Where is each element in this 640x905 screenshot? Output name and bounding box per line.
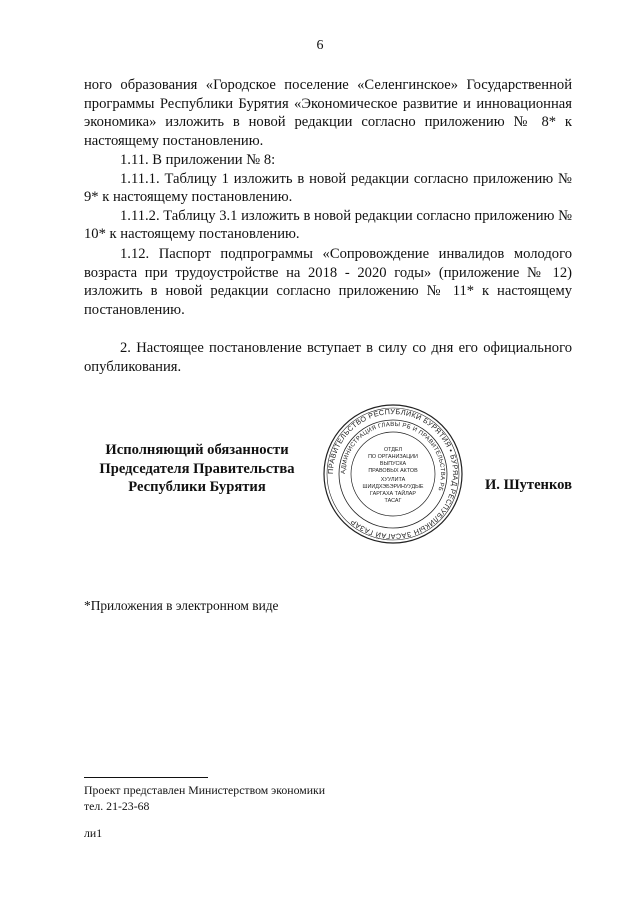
item-2: 2. Настоящее постановление вступает в силу со дня его официального опубликования. — [84, 340, 572, 375]
seal-inner-text-path: АДМИНИСТРАЦИЯ ГЛАВЫ РБ И ПРАВИТЕЛЬСТВА РБ — [340, 421, 446, 492]
seal-center-line-6: ШИИДХЭБЭРИНУУДЫЕ — [362, 484, 424, 490]
section-1-12 — [84, 245, 572, 319]
seal-center-line-7: ГАРГАХА ТАЙЛАР — [370, 491, 416, 497]
footer — [84, 782, 325, 841]
item-1-11-2: 1.11.2. Таблицу 3.1 изложить в новой редакции согласно приложению № 10* к настоящему постановлению. — [84, 207, 572, 243]
appendix-note: *Приложения в электронном виде — [84, 598, 279, 613]
seal-center-line-2: ПО ОРГАНИЗАЦИИ — [368, 454, 418, 460]
seal-center-line-8: ТАСАГ — [384, 498, 402, 504]
seal-center-line-1: ОТДЕЛ — [383, 447, 403, 453]
item-1-12: 1.12. Паспорт подпрограммы «Сопровождение инвалидов молодого возраста при трудоустройстве на 2018 - 2020 годы» (приложение № 12) изложить в новой редакции согласно приложению № 11* к настоящему постановлению. — [84, 246, 572, 318]
seal-middle-ring — [339, 420, 447, 528]
intro-text: ного образования «Городское поселение «Селенгинское» Государственной программы Республики Бурятия «Экономическое развитие и инновационная экономика» изложить в новой редакции согласно приложению № 8* к настоящему постановлению. — [84, 77, 572, 149]
seal-center-line-5: ХУУЛИТА — [380, 477, 406, 483]
signatory-title-line-3: Республики Бурятия — [128, 479, 266, 496]
section-1-11 — [84, 151, 572, 244]
footer-code: ли1 — [84, 826, 103, 840]
seal-outer-text-path: ПРАВИТЕЛЬСТВО РЕСПУБЛИКИ БУРЯТИЯ • БУРЯАД РЕСПУБЛИКЫН ЗАСАГАЙ ГАЗАР — [325, 406, 461, 542]
footer-phone-line: тел. 21-23-68 — [84, 799, 150, 813]
footer-divider — [84, 777, 208, 778]
official-seal — [322, 403, 464, 545]
signatory-title-line-2: Председателя Правительства — [99, 460, 295, 477]
seal-center-line-3: ВЫПУСКА — [379, 461, 407, 467]
page-number: 6 — [316, 38, 324, 53]
signatory-title — [84, 441, 310, 497]
item-1-11-1: 1.11.1. Таблицу 1 изложить в новой редакции согласно приложению № 9* к настоящему постановлению. — [84, 170, 572, 206]
signer-name: И. Шутенков — [484, 477, 572, 493]
section-2 — [84, 339, 572, 376]
intro-paragraph — [84, 76, 572, 150]
footer-project-line: Проект представлен Министерством экономики — [84, 783, 326, 797]
signatory-title-line-1: Исполняющий обязанности — [105, 442, 289, 458]
seal-center-text — [363, 447, 424, 504]
seal-center-line-4: ПРАВОВЫХ АКТОВ — [368, 468, 418, 474]
item-1-11: 1.11. В приложении № 8: — [120, 152, 276, 168]
